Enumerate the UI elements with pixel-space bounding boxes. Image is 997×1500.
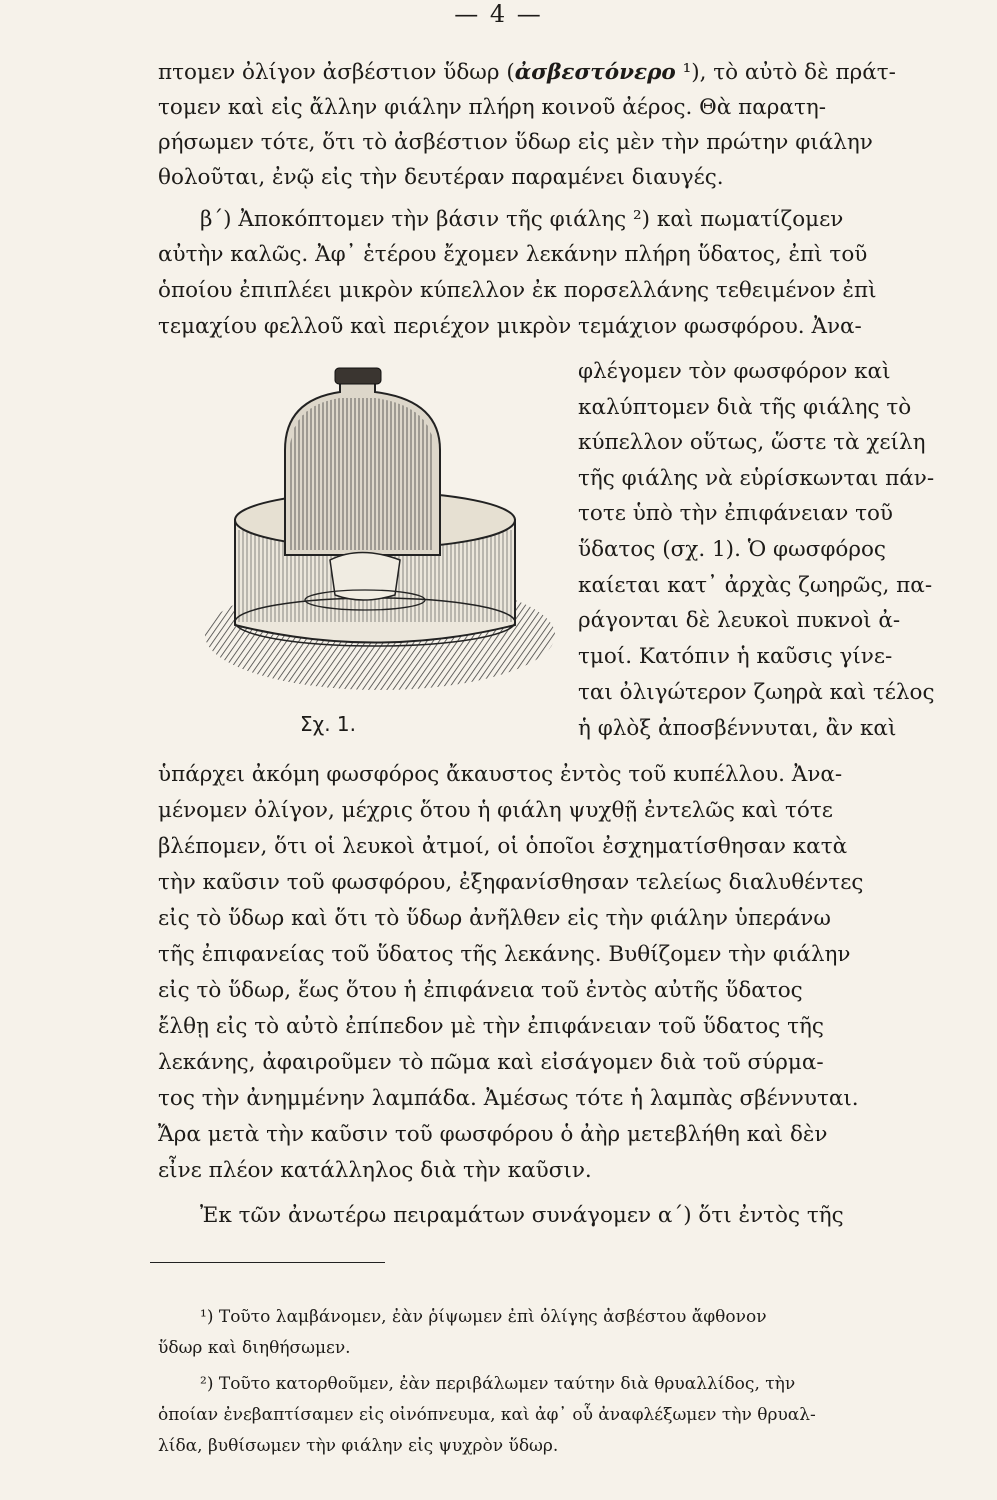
- text-line: βλέπομεν, ὅτι οἱ λευκοὶ ἀτμοί, οἱ ὁποῖοι ἐσχηματίσθησαν κατὰ: [158, 834, 848, 859]
- text-line: τῆς φιάλης νὰ εὑρίσκωνται πάν-: [578, 466, 935, 491]
- text-line: ράγονται δὲ λευκοὶ πυκνοὶ ἀ-: [578, 608, 901, 633]
- footnote-line: ¹) Τοῦτο λαμβάνομεν, ἐὰν ῥίψωμεν ἐπὶ ὀλίγης ἀσβέστου ἄφθονον: [200, 1307, 767, 1327]
- text-line: τμοί. Κατόπιν ἡ καῦσις γίνε-: [578, 644, 893, 669]
- text-line: λεκάνης, ἀφαιροῦμεν τὸ πῶμα καὶ εἰσάγομεν διὰ τοῦ σύρμα-: [158, 1050, 824, 1075]
- bell-jar-figure: [190, 360, 560, 700]
- page-number: — 4 —: [454, 0, 543, 28]
- footnote-divider: [150, 1262, 385, 1263]
- text-line: αὐτὴν καλῶς. Ἀφ᾿ ἑτέρου ἔχομεν λεκάνην πλήρη ὕδατος, ἐπὶ τοῦ: [158, 242, 868, 267]
- text-line: εἰς τὸ ὕδωρ καὶ ὅτι τὸ ὕδωρ ἀνῆλθεν εἰς τὴν φιάλην ὑπεράνω: [158, 906, 831, 931]
- text-line: [158, 58, 958, 88]
- footnote-line: ²) Τοῦτο κατορθοῦμεν, ἐὰν περιβάλωμεν ταύτην διὰ θρυαλλίδος, τὴν: [200, 1374, 796, 1394]
- text-line: τὴν καῦσιν τοῦ φωσφόρου, ἐξηφανίσθησαν τελείως διαλυθέντες: [158, 870, 864, 895]
- text-line: φλέγομεν τὸν φωσφόρον καὶ: [578, 359, 891, 384]
- text-line: ρήσωμεν τότε, ὅτι τὸ ἀσβέστιον ὕδωρ εἰς μὲν τὴν πρώτην φιάλην: [158, 130, 873, 155]
- footnote-line: ὕδωρ καὶ διηθήσωμεν.: [158, 1338, 351, 1358]
- footnote-line: ὁποίαν ἐνεβαπτίσαμεν εἰς οἰνόπνευμα, καὶ ἀφ᾿ οὗ ἀναφλέξωμεν τὴν θρυαλ-: [158, 1405, 816, 1425]
- text-line: ἡ φλὸξ ἀποσβέννυται, ἂν καὶ: [578, 716, 897, 741]
- text-line: εἶνε πλέον κατάλληλος διὰ τὴν καῦσιν.: [158, 1158, 592, 1183]
- text-line: Ἐκ τῶν ἀνωτέρω πειραμάτων συνάγομεν α΄) ὅτι ἐντὸς τῆς: [200, 1203, 844, 1228]
- text-line: καλύπτομεν διὰ τῆς φιάλης τὸ: [578, 395, 912, 420]
- text-line: θολοῦται, ἐνῷ εἰς τὴν δευτέραν παραμένει διαυγές.: [158, 165, 724, 190]
- text-line: τος τὴν ἀνημμένην λαμπάδα. Ἀμέσως τότε ἡ λαμπὰς σβέννυται.: [158, 1086, 859, 1111]
- text-line: Ἄρα μετὰ τὴν καῦσιν τοῦ φωσφόρου ὁ ἀὴρ μετεβλήθη καὶ δὲν: [158, 1122, 828, 1147]
- text-line: ὕδατος (σχ. 1). Ὁ φωσφόρος: [578, 537, 886, 562]
- text-line: εἰς τὸ ὕδωρ, ἕως ὅτου ἡ ἐπιφάνεια τοῦ ἐντὸς αὐτῆς ὕδατος: [158, 978, 803, 1003]
- text-line: καίεται κατ᾿ ἀρχὰς ζωηρῶς, πα-: [578, 573, 933, 598]
- text-line: τεμαχίου φελλοῦ καὶ περιέχον μικρὸν τεμάχιον φωσφόρου. Ἀνα-: [158, 314, 862, 339]
- emphasized-term: ἀσβεστόνερο: [514, 60, 676, 85]
- text-segment: ¹), τὸ αὐτὸ δὲ πράτ-: [675, 60, 896, 85]
- text-segment: πτομεν ὀλίγον ἀσβέστιον ὕδωρ (: [158, 60, 515, 85]
- text-line: β΄) Ἀποκόπτομεν τὴν βάσιν τῆς φιάλης ²) καὶ πωματίζομεν: [200, 207, 844, 232]
- text-line: τῆς ἐπιφανείας τοῦ ὕδατος τῆς λεκάνης. Βυθίζομεν τὴν φιάλην: [158, 942, 851, 967]
- text-line: ὁποίου ἐπιπλέει μικρὸν κύπελλον ἐκ πορσελλάνης τεθειμένον ἐπὶ: [158, 278, 877, 303]
- figure-caption: Σχ. 1.: [300, 712, 356, 736]
- text-line: ὑπάρχει ἀκόμη φωσφόρος ἄκαυστος ἐντὸς τοῦ κυπέλλου. Ἀνα-: [158, 762, 843, 787]
- text-line: ται ὀλιγώτερον ζωηρὰ καὶ τέλος: [578, 680, 935, 705]
- text-line: μένομεν ὀλίγον, μέχρις ὅτου ἡ φιάλη ψυχθῇ ἐντελῶς καὶ τότε: [158, 798, 833, 823]
- text-line: κύπελλον οὕτως, ὥστε τὰ χείλη: [578, 430, 926, 455]
- text-line: τοτε ὑπὸ τὴν ἐπιφάνειαν τοῦ: [578, 501, 894, 526]
- text-line: τομεν καὶ εἰς ἄλλην φιάλην πλήρη κοινοῦ ἀέρος. Θὰ παρατη-: [158, 95, 826, 120]
- text-line: ἔλθῃ εἰς τὸ αὐτὸ ἐπίπεδον μὲ τὴν ἐπιφάνειαν τοῦ ὕδατος τῆς: [158, 1014, 824, 1039]
- footnote-line: λίδα, βυθίσωμεν τὴν φιάλην εἰς ψυχρὸν ὕδωρ.: [158, 1436, 559, 1456]
